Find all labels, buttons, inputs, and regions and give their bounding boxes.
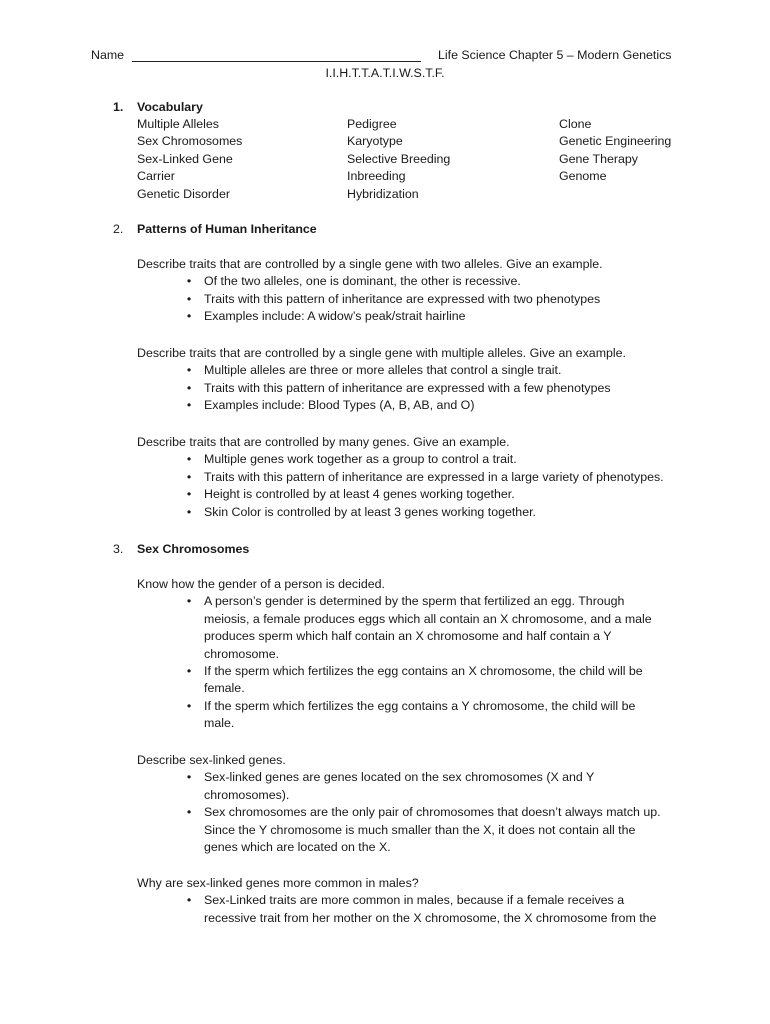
- vocab-column-1: [137, 116, 242, 203]
- section-1-number: 1.: [113, 100, 124, 114]
- list-item: • Examples include: Blood Types (A, B, AB, and O): [137, 397, 697, 414]
- question-prompt: Know how the gender of a person is decided.: [137, 577, 385, 591]
- vocab-term: Pedigree: [347, 117, 397, 131]
- list-item: • Sex chromosomes are the only pair of chromosomes that doesn’t always match up. Since the Y chromosome is much smaller than the X, it does not contain all the genes which are located on the X.: [137, 804, 697, 856]
- question-block: [137, 576, 697, 733]
- bullet-icon: •: [186, 805, 192, 820]
- document-subtitle: I.I.H.T.T.A.T.I.W.S.T.F.: [325, 66, 445, 80]
- question-prompt: Describe sex-linked genes.: [137, 753, 286, 767]
- vocab-term: Karyotype: [347, 134, 403, 149]
- bullet-icon: •: [186, 469, 192, 484]
- vocab-column-3: [559, 116, 671, 186]
- question-block: [137, 752, 697, 856]
- question-block: [137, 345, 697, 415]
- vocab-term: Clone: [559, 117, 592, 131]
- bullet-list: [137, 593, 697, 732]
- list-item: • Traits with this pattern of inheritance are expressed with a few phenotypes: [137, 380, 697, 397]
- bullet-icon: •: [186, 664, 192, 679]
- bullet-icon: •: [186, 487, 192, 502]
- vocab-term: Carrier: [137, 169, 175, 184]
- bullet-icon: •: [186, 274, 192, 289]
- section-3-title: Sex Chromosomes: [137, 542, 250, 556]
- list-item: • Traits with this pattern of inheritance are expressed in a large variety of phenotypes.: [137, 469, 697, 486]
- list-item: • Height is controlled by at least 4 genes working together.: [137, 486, 697, 503]
- vocab-term: Genetic Disorder: [137, 186, 230, 201]
- bullet-icon: •: [186, 309, 192, 324]
- section-1-title: Vocabulary: [137, 100, 203, 114]
- section-2-number: 2.: [113, 222, 124, 236]
- bullet-list: [137, 273, 697, 325]
- question-prompt: Describe traits that are controlled by many genes. Give an example.: [137, 435, 510, 449]
- vocab-term: Gene Therapy: [559, 151, 638, 166]
- question-prompt: Describe traits that are controlled by a single gene with two alleles. Give an example.: [137, 257, 603, 271]
- question-block: [137, 256, 697, 326]
- question-block: [137, 875, 697, 927]
- vocab-term: Genome: [559, 169, 607, 184]
- vocab-term: Inbreeding: [347, 169, 406, 184]
- question-prompt: Describe traits that are controlled by a single gene with multiple alleles. Give an example.: [137, 346, 626, 360]
- list-item: • Traits with this pattern of inheritance are expressed with two phenotypes: [137, 291, 697, 308]
- vocab-term: Hybridization: [347, 186, 419, 201]
- vocab-term: Sex Chromosomes: [137, 134, 243, 149]
- vocab-column-2: [347, 116, 450, 203]
- document-title: Life Science Chapter 5 – Modern Genetics: [438, 48, 672, 62]
- list-item: • If the sperm which fertilizes the egg contains an X chromosome, the child will be female.: [137, 663, 697, 698]
- bullet-icon: •: [186, 770, 192, 785]
- list-item: • If the sperm which fertilizes the egg contains a Y chromosome, the child will be male.: [137, 698, 697, 733]
- list-item: • Multiple alleles are three or more alleles that control a single trait.: [137, 362, 697, 379]
- name-blank-line: [132, 61, 421, 62]
- vocab-term: Multiple Alleles: [137, 117, 219, 131]
- bullet-icon: •: [186, 380, 192, 395]
- bullet-list: [137, 362, 697, 414]
- bullet-icon: •: [186, 698, 192, 713]
- bullet-list: [137, 451, 697, 521]
- vocab-term: Genetic Engineering: [559, 134, 672, 149]
- bullet-icon: •: [186, 291, 192, 306]
- list-item: • Multiple genes work together as a group to control a trait.: [137, 451, 697, 468]
- bullet-list: [137, 892, 697, 927]
- list-item: • Of the two alleles, one is dominant, the other is recessive.: [137, 273, 697, 290]
- name-label: Name: [91, 48, 125, 62]
- list-item: • Sex-Linked traits are more common in males, because if a female receives a recessive trait from her mother on the X chromosome, the X chromosome from the: [137, 892, 697, 927]
- list-item: • A person’s gender is determined by the sperm that fertilized an egg. Through meiosis, a female produces eggs which all contain an X chromosome, and a male produces sperm which half contain an X chromosome and half contain a Y chromosome.: [137, 593, 697, 663]
- list-item: • Examples include: A widow’s peak/strait hairline: [137, 308, 697, 325]
- bullet-icon: •: [186, 594, 192, 609]
- question-prompt: Why are sex-linked genes more common in males?: [137, 876, 419, 890]
- vocab-term: Sex-Linked Gene: [137, 151, 233, 166]
- bullet-icon: •: [186, 398, 192, 413]
- section-2-title: Patterns of Human Inheritance: [137, 222, 317, 236]
- bullet-list: [137, 769, 697, 856]
- bullet-icon: •: [186, 504, 192, 519]
- list-item: • Sex-linked genes are genes located on the sex chromosomes (X and Y chromosomes).: [137, 769, 697, 804]
- list-item: • Skin Color is controlled by at least 3 genes working together.: [137, 504, 697, 521]
- bullet-icon: •: [186, 893, 192, 908]
- bullet-icon: •: [186, 452, 192, 467]
- question-block: [137, 434, 697, 521]
- vocab-term: Selective Breeding: [347, 151, 451, 166]
- section-3-number: 3.: [113, 542, 124, 556]
- bullet-icon: •: [186, 363, 192, 378]
